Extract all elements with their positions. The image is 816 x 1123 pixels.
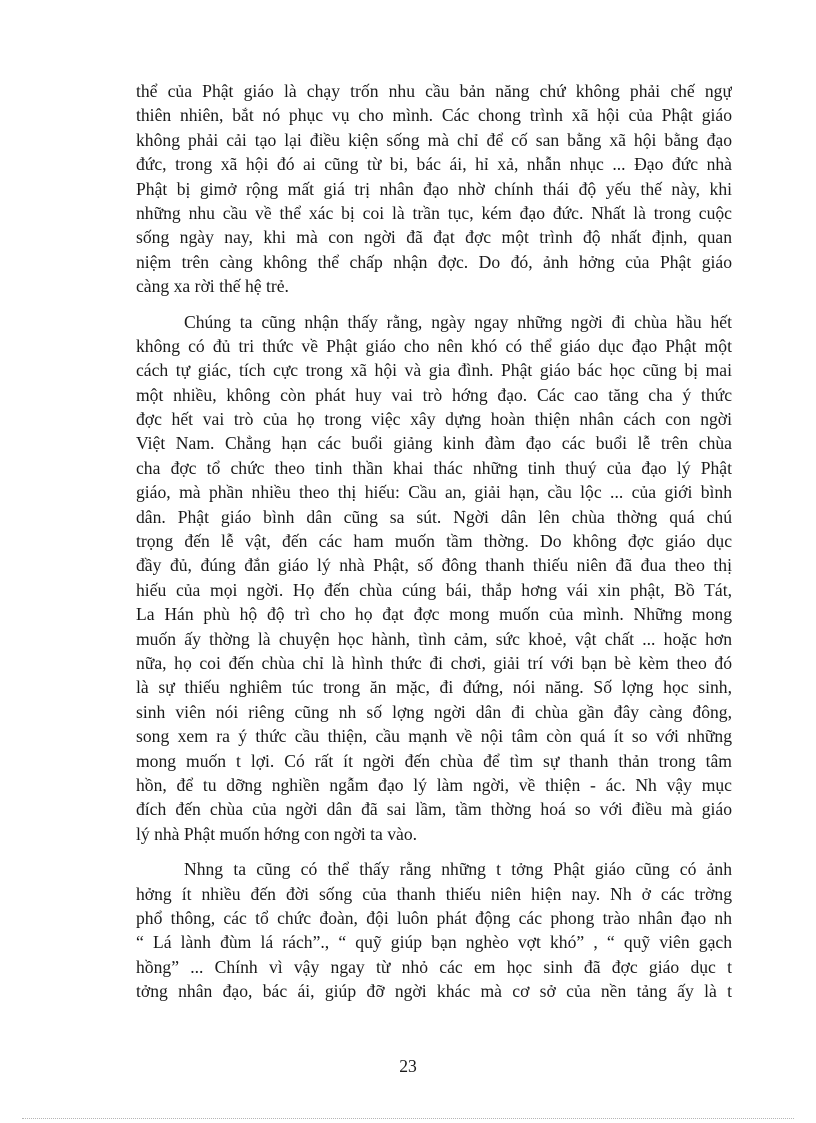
text-line: hồng” ... Chính vì vậy ngay từ nhỏ các em học sinh đã đợc giáo dục t [136,956,732,977]
text-line: hiếu của mọi ngời. Họ đến chùa cúng bái, thắp hơng vái xin phật, Bồ Tát, [136,579,732,600]
body-text [136,79,732,1003]
text-line: “ Lá lành đùm lá rách”., “ quỹ giúp bạn nghèo vợt khó” , “ quỹ viên gạch [136,932,732,953]
text-line: phổ thông, các tổ chức đoàn, đội luôn phát động các phong trào nhân đạo nh [136,907,732,928]
text-line: cách tự giác, tích cực trong xã hội và gia đình. Phật giáo bác học cũng bị mai [136,360,732,381]
text-line: càng xa rời thế hệ trẻ. [136,276,289,297]
paragraph [136,857,732,1003]
text-line: đầy đủ, đúng đắn giáo lý nhà Phật, số đông thanh thiếu niên đã đua theo thị [136,555,732,576]
text-line: dân. Phật giáo bình dân cũng sa sút. Ngời dân lên chùa thờng quá chú [136,506,732,527]
text-line: những nhu cầu về thể xác bị coi là trần tục, kém đạo đức. Nhất là trong cuộc [136,202,732,223]
text-line: hồn, để tu dỡng nghiền ngẫm đạo lý làm ngời, về thiện - ác. Nh vậy mục [136,774,732,795]
text-line: giáo, mà phần nhiều theo thị hiếu: Cầu an, giải hạn, cầu lộc ... của giới bình [136,482,732,503]
text-line: muốn ấy thờng là chuyện học hành, tình cảm, sức khoẻ, vật chất ... hoặc hơn [136,628,732,649]
text-line: sống ngày nay, khi mà con ngời đã đạt đợc một trình độ nhất định, quan [136,227,732,248]
page-number: 23 [399,1056,417,1076]
text-line: cha đợc tổ chức theo tinh thần khai thác những tinh thuý của đạo lý Phật [136,457,732,478]
page-bottom-rule [22,1118,794,1119]
text-line: Chúng ta cũng nhận thấy rằng, ngày ngay những ngời đi chùa hầu hết [184,311,732,332]
text-line: thể của Phật giáo là chạy trốn nhu cầu bản năng chứ không phải chế ngự [136,81,732,101]
text-line: hởng ít nhiều đến đời sống của thanh thiếu niên hiện nay. Nh ở các trờng [136,883,732,904]
text-line: đợc hết vai trò của họ trong việc xây dựng hoàn thiện nhân cách con ngời [136,409,732,430]
text-line: Việt Nam. Chẳng hạn các buổi giảng kinh đàm đạo các buổi lễ trên chùa [136,433,732,454]
text-line: thiên nhiên, bắt nó phục vụ cho mình. Các chong trình xã hội của Phật giáo [136,105,732,126]
paragraph-gap [136,846,732,857]
text-line: Phật bị gimở rộng mất giá trị nhân đạo nhờ chính thái độ yếu thế này, khi [136,178,732,199]
paragraph [136,310,732,847]
paragraph [136,79,732,299]
text-line: sinh viên nói riêng cũng nh số lợng ngời dân đi chùa gần đây càng đông, [136,701,732,722]
text-line: đức, trong xã hội đó ai cũng từ bi, bác ái, hỉ xả, nhẫn nhục ... Đạo đức nhà [136,154,732,175]
text-line: không phải cải tạo lại điều kiện sống mà chỉ để cố san bằng xã hội bằng đạo [136,129,732,150]
text-line: lý nhà Phật muốn hớng con ngời ta vào. [136,823,418,844]
text-line: niệm trên càng không thể chấp nhận đợc. Do đó, ảnh hởng của Phật giáo [136,251,732,272]
text-line: là sự thiếu nghiêm túc trong ăn mặc, đi đứng, nói năng. Số lợng học sinh, [136,677,732,698]
text-line: đích đến chùa của ngời dân đã sai lầm, tầm thờng hoá so với điều mà giáo [136,799,732,820]
paragraph-gap [136,299,732,310]
text-line: trọng đến lễ vật, đến các ham muốn tầm thờng. Do không đợc giáo dục [136,531,732,552]
text-line: không có đủ tri thức về Phật giáo cho nên khó có thể giáo dục đạo Phật một [136,335,732,356]
text-line: một nhiều, không còn phát huy vai trò hớng đạo. Các cao tăng cha ý thức [136,384,732,405]
text-line: song xem ra ý thức cầu thiện, cầu mạnh về nội tâm còn quá ít so với những [136,726,732,747]
text-line: Nhng ta cũng có thể thấy rằng những t tởng Phật giáo cũng có ảnh [184,859,732,880]
text-line: nữa, họ coi đến chùa chỉ là hình thức đi chơi, giải trí với bạn bè kèm theo đó [136,652,732,673]
text-line: tởng nhân đạo, bác ái, giúp đỡ ngời khác mà cơ sở của nền tảng ấy là t [136,981,732,1002]
text-line: mong muốn t lợi. Có rất ít ngời đến chùa để tìm sự thanh thản trong tâm [136,750,732,771]
text-line: La Hán phù hộ độ trì cho họ đạt đợc mong muốn của mình. Những mong [136,604,732,625]
